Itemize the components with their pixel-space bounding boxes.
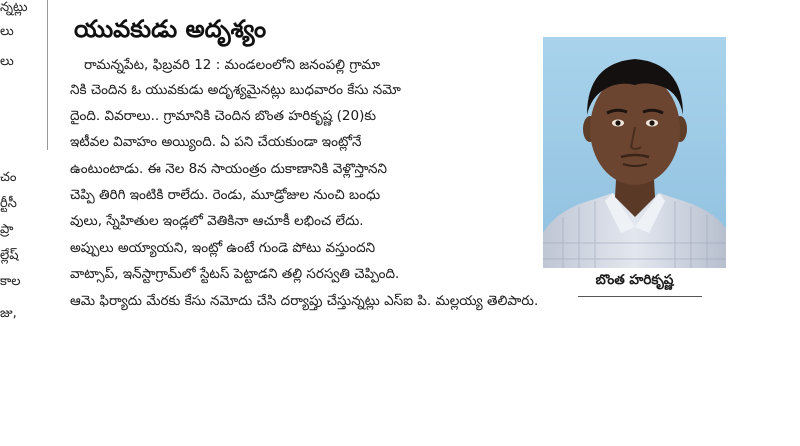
article-body-line: ఇటీవల వివాహం అయ్యింది. ఏ పని చేయకుండా ఇంట్లోనే [70, 134, 362, 150]
left-column-text: ల్లేష్ [0, 248, 19, 263]
left-column-text: న్నట్లు [0, 0, 28, 15]
article-body-line: ఉంటుంటాడు. ఈ నెల 8న సాయంత్రం దుకాణానికి వెళ్లొస్తానని [70, 161, 387, 177]
article-body-line: చెప్పి తిరిగి ఇంటికి రాలేదు. రెండు, మూడ్రోజుల నుంచి బంధు [70, 187, 381, 203]
article-body-line: నికి చెందిన ఓ యువకుడు అదృశ్యమైనట్లు బుధవారం కేసు నమో [70, 82, 401, 98]
person-photo [543, 37, 726, 268]
left-column-text: జు, [0, 306, 17, 321]
left-column-text: ర్టీసీ [0, 196, 17, 211]
photo-caption: బొంత హరికృష్ణ [595, 272, 674, 288]
article-body-line: వులు, స్నేహితుల ఇండ్లలో వెతికినా ఆచూకీ లభించ లేదు. [70, 213, 364, 229]
left-column-text: కాల [0, 274, 21, 289]
article-headline: యువకుడు అదృశ్యం [74, 15, 267, 43]
left-column-text: లు [0, 24, 14, 39]
left-column-text: లు [0, 54, 14, 69]
caption-underline [578, 296, 702, 297]
left-column-text: ప్రా [0, 222, 14, 237]
article-body-line: వాట్సాప్, ఇన్‌స్టాగ్రామ్‌లో స్టేటస్ పెట్టాడని తల్లి సరస్వతి చెప్పింది. [70, 266, 400, 282]
article-body-line: రామన్నపేట, ఫిబ్రవరి 12 : మండలంలోని జనంపల్లి గ్రామా [84, 57, 380, 73]
column-divider [47, 0, 48, 150]
left-column-text: చం [0, 170, 17, 185]
article-body-line: అప్పులు అయ్యాయని, ఇంట్లో ఉంటే గుండె పోటు వస్తుందని [70, 240, 376, 256]
article-body-line: ఆమె ఫిర్యాదు మేరకు కేసు నమోదు చేసి దర్యాప్తు చేస్తున్నట్లు ఎస్ఐ పి. మల్లయ్య తెలిపారు. [70, 293, 539, 309]
left-column-fragments [0, 0, 44, 340]
article-body-line: దైంది. వివరాలు.. గ్రామానికి చెందిన బొంత హరికృష్ణ (20)కు [70, 108, 377, 124]
